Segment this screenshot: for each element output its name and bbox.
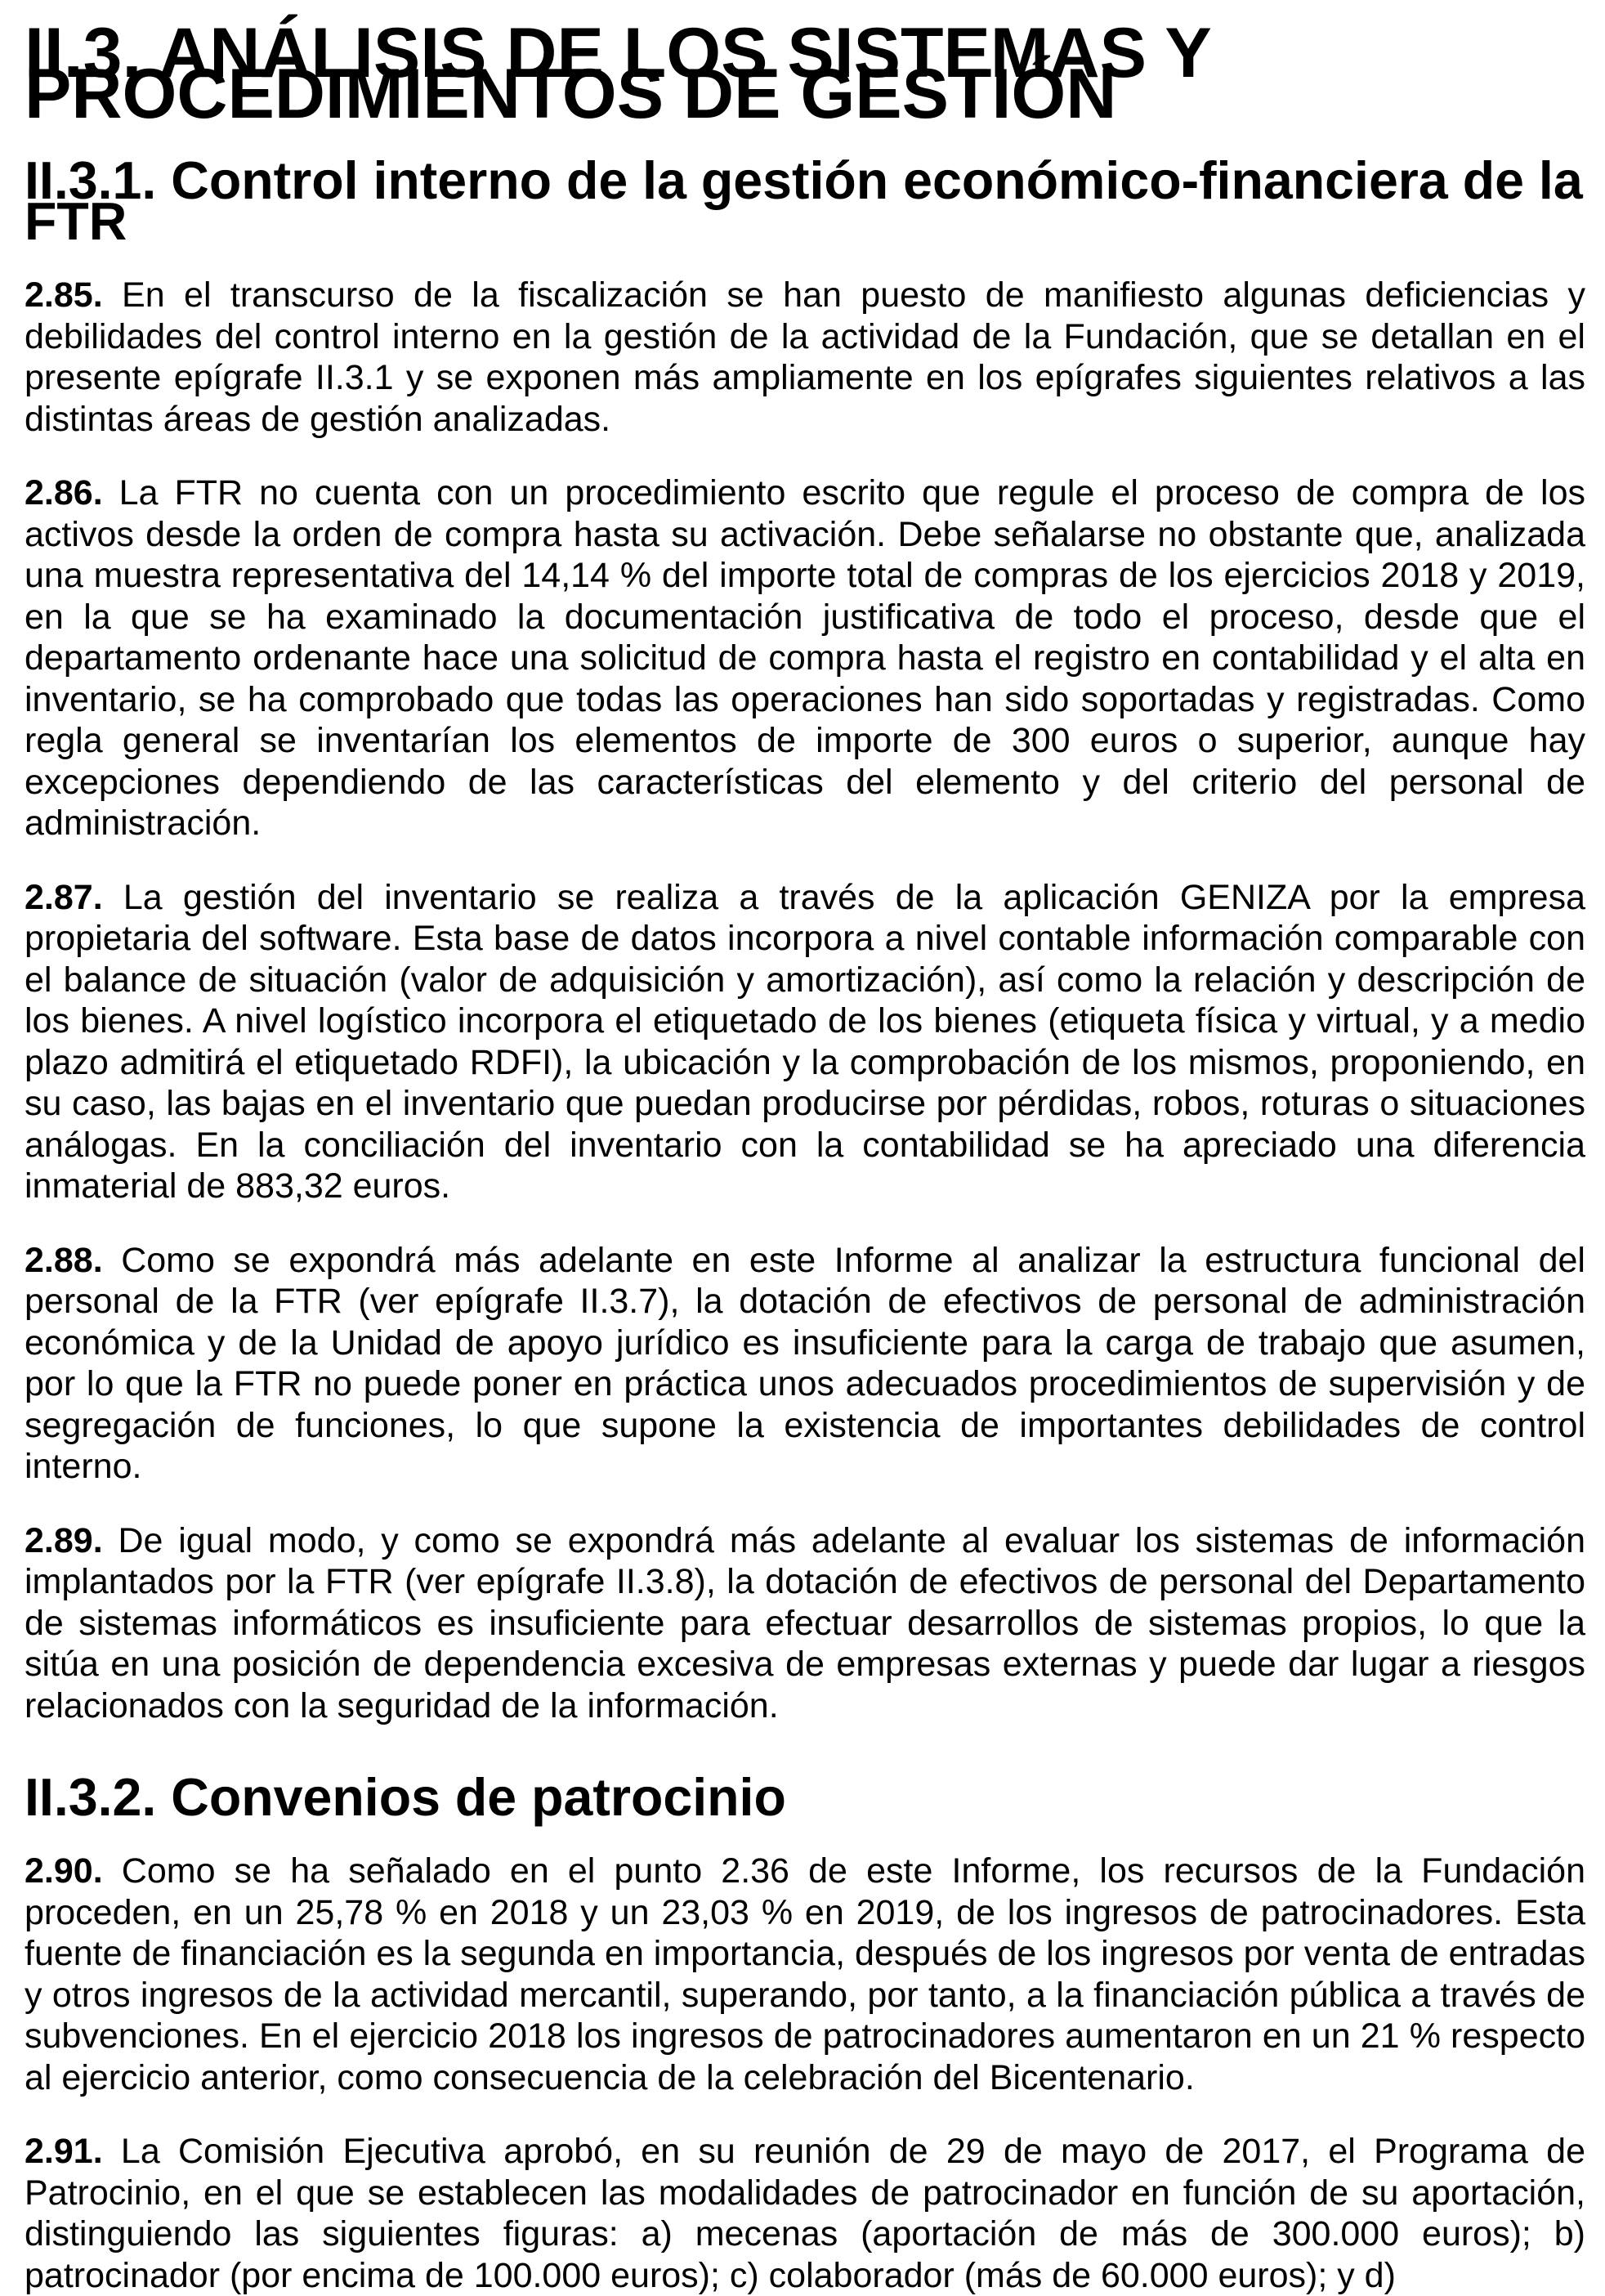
document-page: [25, 0, 1585, 2295]
paragraph-2-87: [25, 877, 1585, 1207]
paragraph-text: La gestión del inventario se realiza a través de la aplicación GENIZA por la empresa propietaria del software. Esta base de datos incorpora a nivel contable información comparable con el balance de situación (valor de adquisición y amortización), así como la relación y descripción de los bienes. A nivel logístico incorpora el etiquetado de los bienes (etiqueta física y virtual, y a medio plazo admitirá el etiquetado RDFI), la ubicación y la comprobación de los mismos, proponiendo, en su caso, las bajas en el inventario que puedan producirse por pérdidas, robos, roturas o situaciones análogas. En la conciliación del inventario con la contabilidad se ha apreciado una diferencia inmaterial de 883,32 euros.: [25, 877, 1585, 1206]
paragraph-number: 2.85.: [25, 275, 103, 315]
paragraph-number: 2.88.: [25, 1240, 103, 1280]
paragraph-number: 2.86.: [25, 473, 103, 512]
paragraph-text: De igual modo, y como se expondrá más adelante al evaluar los sistemas de información implantados por la FTR (ver epígrafe II.3.8), la dotación de efectivos de personal del Departamento de sistemas informáticos es insuficiente para efectuar desarrollos de sistemas propios, lo que la sitúa en una posición de dependencia excesiva de empresas externas y puede dar lugar a riesgos relacionados con la seguridad de la información.: [25, 1520, 1585, 1725]
section-title: II.3. ANÁLISIS DE LOS SISTEMAS Y PROCEDIMIENTOS DE GESTIÓN: [25, 14, 1211, 133]
subsection-title-control-interno: II.3.1. Control interno de la gestión económico-financiera de la FTR: [25, 151, 1583, 251]
paragraph-2-88: [25, 1240, 1585, 1488]
paragraph-number: 2.89.: [25, 1520, 103, 1560]
paragraph-number: 2.90.: [25, 1851, 103, 1891]
paragraph-text: Como se expondrá más adelante en este Informe al analizar la estructura funcional del personal de la FTR (ver epígrafe II.3.7), la dotación de efectivos de personal de administración económica y de la Unidad de apoyo jurídico es insuficiente para la carga de trabajo que asumen, por lo que la FTR no puede poner en práctica unos adecuados procedimientos de supervisión y de segregación de funciones, lo que supone la existencia de importantes debilidades de control interno.: [25, 1240, 1585, 1486]
paragraph-2-91: [25, 2131, 1585, 2296]
paragraph-2-89: [25, 1520, 1585, 1727]
paragraph-2-86: [25, 472, 1585, 844]
paragraph-number: 2.91.: [25, 2132, 103, 2171]
paragraph-text: Como se ha señalado en el punto 2.36 de este Informe, los recursos de la Fundación proceden, en un 25,78 % en 2018 y un 23,03 % en 2019, de los ingresos de patrocinadores. Esta fuente de financiación es la segunda en importancia, después de los ingresos por venta de entradas y otros ingresos de la actividad mercantil, superando, por tanto, a la financiación pública a través de subvenciones. En el ejercicio 2018 los ingresos de patrocinadores aumentaron en un 21 % respecto al ejercicio anterior, como consecuencia de la celebración del Bicentenario.: [25, 1851, 1585, 2097]
paragraph-text: En el transcurso de la fiscalización se han puesto de manifiesto algunas deficiencias y debilidades del control interno en la gestión de la actividad de la Fundación, que se detallan en el presente epígrafe II.3.1 y se exponen más ampliamente en los epígrafes siguientes relativos a las distintas áreas de gestión analizadas.: [25, 275, 1585, 439]
paragraph-text: La Comisión Ejecutiva aprobó, en su reunión de 29 de mayo de 2017, el Programa de Patrocinio, en el que se establecen las modalidades de patrocinador en función de su aportación, distinguiendo las siguientes figuras: a) mecenas (aportación de más de 300.000 euros); b) patrocinador (por encima de 100.000 euros); c) colaborador (más de 60.000 euros); y d): [25, 2132, 1585, 2295]
paragraph-2-90: [25, 1851, 1585, 2098]
paragraph-number: 2.87.: [25, 877, 103, 917]
subsection-title-convenios: II.3.2. Convenios de patrocinio: [25, 1768, 786, 1827]
paragraph-text: La FTR no cuenta con un procedimiento escrito que regule el proceso de compra de los activos desde la orden de compra hasta su activación. Debe señalarse no obstante que, analizada una muestra representativa del 14,14 % del importe total de compras de los ejercicios 2018 y 2019, en la que se ha examinado la documentación justificativa de todo el proceso, desde que el departamento ordenante hace una solicitud de compra hasta el registro en contabilidad y el alta en inventario, se ha comprobado que todas las operaciones han sido soportadas y registradas. Como regla general se inventarían los elementos de importe de 300 euros o superior, aunque hay excepciones dependiendo de las características del elemento y del criterio del personal de administración.: [25, 473, 1585, 843]
paragraph-2-85: [25, 275, 1585, 440]
